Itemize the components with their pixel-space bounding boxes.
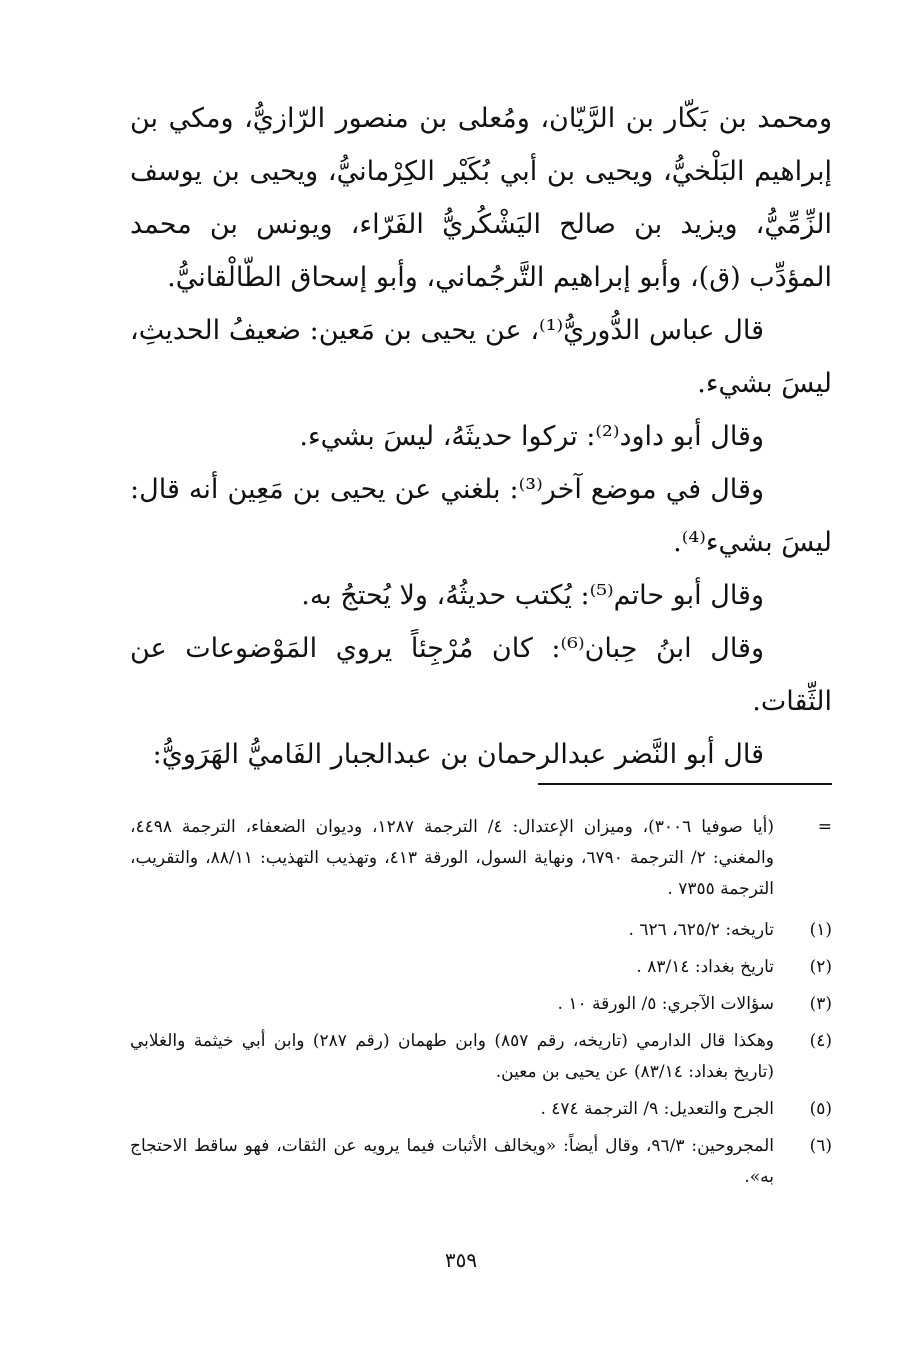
paragraph-continuation: ومحمد بن بَكّار بن الرَّيّان، ومُعلى بن منصور الرّازيُّ، ومكي بن إبراهيم البَلْخيُّ، ويحيى بن أبي بُكَيْر الكِرْمانيُّ، ويحيى بن يوسف الزِّمِّيُّ، ويزيد بن صالح اليَشْكُريُّ الفَرّاء، ويونس بن محمد المؤدِّب (ق)، وأبو إبراهيم التَّرجُماني، وأبو إسحاق الطّالْقانيُّ.	[130, 103, 832, 293]
footnote-item	[130, 1131, 832, 1193]
footnotes	[130, 812, 832, 1199]
footnote-number: (٤)	[809, 1031, 832, 1051]
footnote-text: وهكذا قال الدارمي (تاريخه، رقم ٨٥٧) وابن طهمان (رقم ٢٨٧) وابن أبي خيثمة والغلابي (تاريخ بغداد: ٨٣/١٤) عن يحيى بن معين.	[130, 1031, 774, 1082]
footnote-text: تاريخه: ٦٢٥/٢، ٦٢٦ .	[628, 920, 774, 940]
paragraph-abbas-duri: قال عباس الدُّوريُّ⁽¹⁾، عن يحيى بن مَعين: ضعيفُ الحديثِ، ليسَ بشيء.	[130, 315, 832, 399]
main-text-block	[130, 92, 832, 781]
footnote-item	[130, 915, 832, 946]
footnote-number: (٥)	[809, 1099, 832, 1119]
footnote-item	[130, 1094, 832, 1125]
footnote-number: (٣)	[809, 994, 832, 1014]
footnote-item	[130, 1026, 832, 1088]
footnote-continuation-marker: =	[817, 817, 832, 837]
footnote-separator	[538, 783, 832, 785]
page-number: ٣٥٩	[444, 1248, 478, 1272]
paragraph-another-place: وقال في موضع آخر⁽³⁾: بلغني عن يحيى بن مَعِين أنه قال: ليسَ بشيء⁽⁴⁾.	[130, 474, 832, 558]
footnote-number: (٢)	[809, 957, 832, 977]
footnote-text: الجرح والتعديل: ٩/ الترجمة ٤٧٤ .	[540, 1099, 774, 1119]
footnote-item	[130, 989, 832, 1020]
paragraph-abu-hatim: وقال أبو حاتم⁽⁵⁾: يُكتب حديثُهُ، ولا يُحتجُ به.	[301, 580, 764, 611]
footnote-number: (١)	[809, 920, 832, 940]
footnote-text: تاريخ بغداد: ٨٣/١٤ .	[636, 957, 774, 977]
footnote-text: المجروحين: ٩٦/٣، وقال أيضاً: «ويخالف الأثبات فيما يرويه عن الثقات، فهو ساقط الاحتجاج به».	[130, 1136, 774, 1187]
footnote-item	[130, 952, 832, 983]
footnote-continuation	[130, 812, 832, 905]
paragraph-abu-nadr: قال أبو النَّضر عبدالرحمان بن عبدالجبار الفَاميُّ الهَرَويُّ:	[152, 739, 764, 770]
footnote-text: سؤالات الآجري: ٥/ الورقة ١٠ .	[557, 994, 774, 1014]
footnote-continuation-text: (أيا صوفيا ٣٠٠٦)، وميزان الإعتدال: ٤/ الترجمة ١٢٨٧، وديوان الضعفاء، الترجمة ٤٤٩٨، والمغني: ٢/ الترجمة ٦٧٩٠، ونهاية السول، الورقة ٤١٣، وتهذيب التهذيب: ٨٨/١١، والتقريب، الترجمة ٧٣٥٥ .	[130, 817, 774, 899]
footnote-number: (٦)	[809, 1136, 832, 1156]
paragraph-ibn-hibban: وقال ابنُ حِبان⁽⁶⁾: كان مُرْجِئاً يروي المَوْضوعات عن الثِّقات.	[130, 633, 832, 717]
body-text	[130, 92, 832, 781]
paragraph-abu-dawud: وقال أبو داود⁽²⁾: تركوا حديثَهُ، ليسَ بشيء.	[299, 421, 764, 452]
